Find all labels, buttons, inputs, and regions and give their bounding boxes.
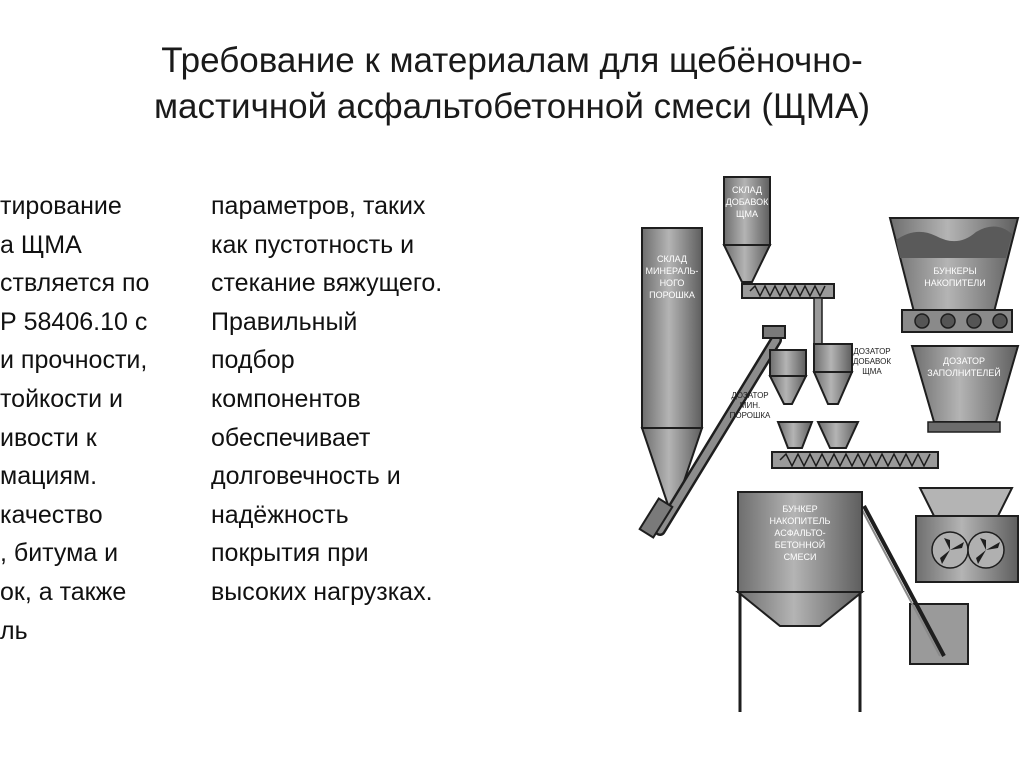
svg-text:ДОБАВОК: ДОБАВОК [852, 357, 892, 366]
text-line: ок, а также [0, 577, 127, 606]
text-line: покрытия при [211, 539, 369, 568]
text-line: мациям. [0, 462, 98, 491]
text-line: ль [0, 616, 28, 645]
text-line: компонентов [211, 384, 361, 413]
svg-text:ДОБАВОК: ДОБАВОК [725, 197, 769, 207]
svg-text:ДОЗАТОР: ДОЗАТОР [943, 356, 985, 366]
additives-silo [724, 177, 770, 282]
horizontal-screw-conveyor-top [742, 284, 834, 344]
svg-text:НОГО: НОГО [659, 278, 685, 288]
svg-text:ПОРОШКА: ПОРОШКА [649, 290, 695, 300]
text-line: а ЩМА [0, 230, 82, 259]
text-line: надёжность [211, 500, 349, 529]
text-line: тойкости и [0, 384, 123, 413]
text-line: качество [0, 500, 103, 529]
text-line: как пустотность и [211, 230, 415, 259]
svg-text:БУНКЕРЫ: БУНКЕРЫ [933, 266, 977, 276]
svg-text:ЗАПОЛНИТЕЛЕЙ: ЗАПОЛНИТЕЛЕЙ [927, 368, 1001, 378]
mineral-powder-silo [642, 228, 702, 505]
text-line: Р 58406.10 с [0, 307, 148, 336]
text-line: долговечность и [211, 462, 401, 491]
svg-text:ПОРОШКА: ПОРОШКА [729, 411, 771, 420]
text-line: ствляется по [0, 269, 150, 298]
text-line: обеспечивает [211, 423, 371, 452]
text-line: ивости к [0, 423, 97, 452]
additive-doser [814, 344, 891, 404]
svg-text:МИНЕРАЛЬ-: МИНЕРАЛЬ- [645, 266, 699, 276]
mixer [910, 488, 1018, 664]
svg-text:СКЛАД: СКЛАД [656, 254, 688, 264]
text-line: параметров, таких [211, 192, 426, 220]
svg-text:АСФАЛЬТО-: АСФАЛЬТО- [774, 528, 826, 538]
svg-text:НАКОПИТЕЛЬ: НАКОПИТЕЛЬ [769, 516, 831, 526]
svg-text:МИН.: МИН. [739, 401, 761, 410]
text-line: Правильный [211, 307, 358, 336]
svg-text:ДОЗАТОР: ДОЗАТОР [853, 347, 891, 356]
additive-doser-label [853, 347, 891, 376]
text-line: стекание вяжущего. [211, 269, 443, 298]
svg-text:НАКОПИТЕЛИ: НАКОПИТЕЛИ [924, 278, 986, 288]
text-line: подбор [211, 346, 295, 375]
text-line: и прочности, [0, 346, 148, 375]
svg-text:ЩМА: ЩМА [736, 209, 758, 219]
slide-title-line-2: мастичной асфальтобетонной смеси (ЩМА) [153, 87, 871, 126]
collecting-screw-conveyor [772, 452, 938, 468]
svg-text:СКЛАД: СКЛАД [731, 185, 763, 195]
storage-bunkers [890, 218, 1018, 332]
text-line: высоких нагрузках. [211, 577, 433, 606]
asphalt-storage-bunker [738, 492, 862, 712]
body-text-right-column [211, 187, 541, 612]
body-text-left-column [0, 187, 205, 650]
svg-text:ДОЗАТОР: ДОЗАТОР [731, 391, 769, 400]
svg-text:ЩМА: ЩМА [862, 367, 882, 376]
weighing-hoppers [778, 422, 858, 448]
svg-text:БЕТОННОЙ: БЕТОННОЙ [774, 540, 826, 550]
svg-text:СМЕСИ: СМЕСИ [783, 552, 817, 562]
svg-text:БУНКЕР: БУНКЕР [782, 504, 818, 514]
text-line: тирование [0, 192, 122, 220]
slide-title-line-1: Требование к материалам для щебёночно- [161, 41, 863, 80]
text-line: , битума и [0, 539, 119, 568]
asphalt-plant-diagram [600, 170, 1024, 725]
slide-title [0, 38, 1024, 130]
filler-doser [912, 346, 1018, 432]
